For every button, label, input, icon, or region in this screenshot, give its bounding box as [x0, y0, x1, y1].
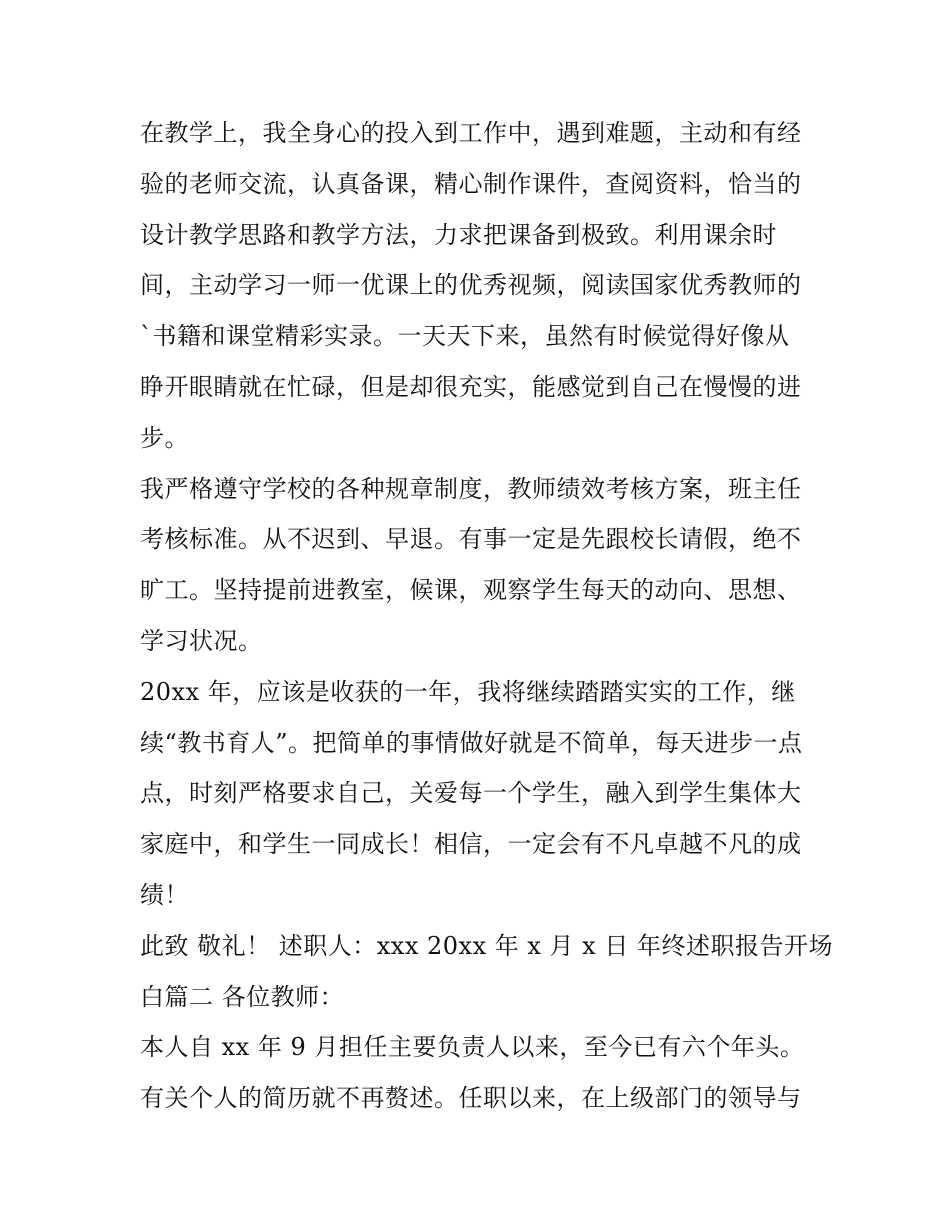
text-line: 点，时刻严格要求自己，关爱每一个学生，融入到学生集体大 [140, 779, 802, 808]
text-line: 20xx 年，应该是收获的一年，我将继续踏踏实实的工作，继 [140, 677, 796, 706]
text-line: 白篇二 各位教师： [140, 982, 345, 1011]
document-body [140, 108, 833, 1124]
text-line: 此致 敬礼！ 述职人：xxx 20xx 年 x 月 x 日 年终述职报告开场 [140, 931, 833, 960]
text-line: 绩！ [140, 880, 189, 909]
text-line: 我严格遵守学校的各种规章制度，教师绩效考核方案，班主任 [140, 474, 802, 503]
text-line: 设计教学思路和教学方法，力求把课备到极致。利用课余时 [140, 220, 777, 249]
text-line: 续“教书育人”。把简单的事情做好就是不简单，每天进步一点 [140, 728, 803, 757]
text-line: 学习状况。 [140, 626, 263, 655]
text-line: `书籍和课堂精彩实录。一天天下来，虽然有时候觉得好像从 [140, 322, 790, 351]
text-line: 有关个人的简历就不再赘述。任职以来，在上级部门的领导与 [140, 1084, 802, 1113]
text-line: 步。 [140, 423, 189, 452]
text-line: 考核标准。从不迟到、早退。有事一定是先跟校长请假，绝不 [140, 525, 802, 554]
text-line: 本人自 xx 年 9 月担任主要负责人以来，至今已有六个年头。 [140, 1033, 805, 1062]
text-line: 睁开眼睛就在忙碌，但是却很充实，能感觉到自己在慢慢的进 [140, 372, 802, 401]
text-line: 在教学上，我全身心的投入到工作中，遇到难题，主动和有经 [140, 119, 802, 147]
text-line: 验的老师交流，认真备课，精心制作课件，查阅资料，恰当的 [140, 169, 802, 198]
text-line: 家庭中，和学生一同成长！相信，一定会有不凡卓越不凡的成 [140, 830, 802, 859]
text-line: 旷工。坚持提前进教室，候课，观察学生每天的动向、思想、 [140, 576, 802, 605]
text-line: 间，主动学习一师一优课上的优秀视频，阅读国家优秀教师的 [140, 271, 802, 300]
